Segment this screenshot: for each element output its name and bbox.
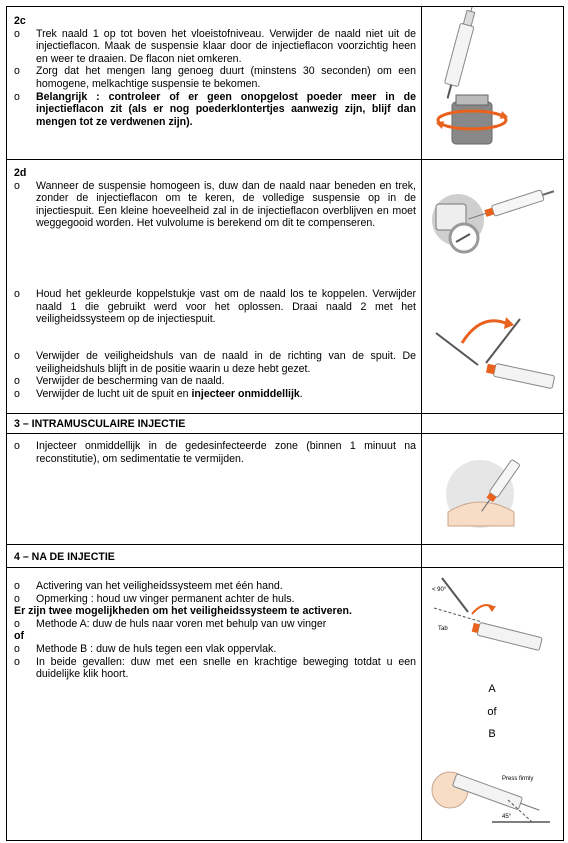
section-2d-heading: 2d (14, 167, 27, 179)
angle-90-label: < 90° (432, 587, 447, 593)
list-item: o Wanneer de suspensie homogeen is, duw dan de naald naar beneden en trek, zonder de injectieflacon om te keren, de volledige suspensie op in de injectiespuit. Een kleine hoeveelheid zal in de injectieflacon overblijven en moet weggegooid worden. Het vulvolume is berekend om dit te compenseren. (14, 179, 416, 230)
section-2c-heading: 2c (14, 15, 26, 27)
list-item: o Activering van het veiligheidssysteem met één hand. (14, 580, 283, 592)
list-item: o Verwijder de bescherming van de naald. (14, 375, 225, 388)
section-3-heading: 3 – INTRAMUSCULAIRE INJECTIE (14, 418, 186, 430)
figure-b-caption: B (488, 728, 496, 740)
angle-45-label: 45° (502, 814, 512, 820)
row-3 (7, 434, 563, 545)
list-item-important: o Belangrijk : controleer of er geen onopgelost poeder meer in de injectieflacon zit (als er nog poederklontertjes aanwezig zijn, blijf dan mengen tot ze verdwenen zijn). (14, 90, 416, 128)
row-3-text-cell (7, 434, 422, 544)
row-2c-text-cell (7, 7, 422, 159)
instruction-table (6, 6, 564, 841)
list-item: o Verwijder de lucht uit de spuit en injecteer onmiddellijk. (14, 387, 303, 400)
options-statement: Er zijn twee mogelijkheden om het veiligheidssysteem te activeren. (14, 605, 352, 618)
needle-attach-illustration (422, 303, 562, 413)
list-item-method-b: o Methode B : duw de huls tegen een vlak oppervlak. (14, 642, 277, 655)
row-2d (7, 160, 563, 414)
list-item: o In beide gevallen: duw met een snelle en krachtige beweging totdat u een duidelijke klik hoort. (14, 655, 416, 681)
row-4-figure-cell (422, 568, 563, 840)
list-item: o Verwijder de veiligheidshuls van de naald in de richting van de spuit. De veiligheidshuls blijft in de positie waarin u deze hebt gezet. (14, 350, 416, 375)
figure-a-caption: A (488, 683, 496, 695)
row-2c (7, 7, 563, 160)
tab-label: Tab (438, 626, 448, 632)
row-3-heading (7, 414, 563, 434)
injection-illustration (422, 434, 562, 544)
row-2d-text-cell (7, 160, 422, 413)
row-4 (7, 568, 563, 840)
figure-or-caption: of (487, 706, 497, 718)
or-label: of (14, 630, 24, 643)
press-firmly-label: Press firmly (502, 776, 534, 782)
list-item: o Injecteer onmiddellijk in de gedesinfecteerde zone (binnen 1 minuut na reconstitutie), om sedimentatie te vermijden. (14, 440, 416, 465)
list-item-method-a: o Methode A: duw de huls naar voren met behulp van uw vinger (14, 617, 327, 630)
section-4-heading: 4 – NA DE INJECTIE (14, 551, 115, 563)
list-item: o Zorg dat het mengen lang genoeg duurt (minstens 30 seconden) om een homogene, melkachtige suspensie te bekomen. (14, 65, 416, 90)
list-item: o Houd het gekleurde koppelstukje vast om de naald los te koppelen. Verwijder naald 1 die gebruikt werd voor het oplossen. Draai naald 2 met het veiligheidssysteem op de injectiespuit. (14, 288, 416, 326)
row-2c-figure-cell (422, 7, 563, 159)
vial-mixing-illustration (422, 7, 562, 159)
row-4-text-cell (7, 568, 422, 840)
safety-system-illustration (422, 568, 562, 840)
row-2d-figure-cell (422, 160, 563, 413)
list-item: o Opmerking : houd uw vinger permanent achter de huls. (14, 592, 295, 605)
row-3-figure-cell (422, 434, 563, 544)
row-4-heading (7, 545, 563, 568)
list-item: o Trek naald 1 op tot boven het vloeistofniveau. Verwijder de naald niet uit de injectieflacon. Maak de suspensie klaar door de injectieflacon voorzichtig heen en weer te draaien. De flacon niet omkeren. (14, 27, 416, 65)
